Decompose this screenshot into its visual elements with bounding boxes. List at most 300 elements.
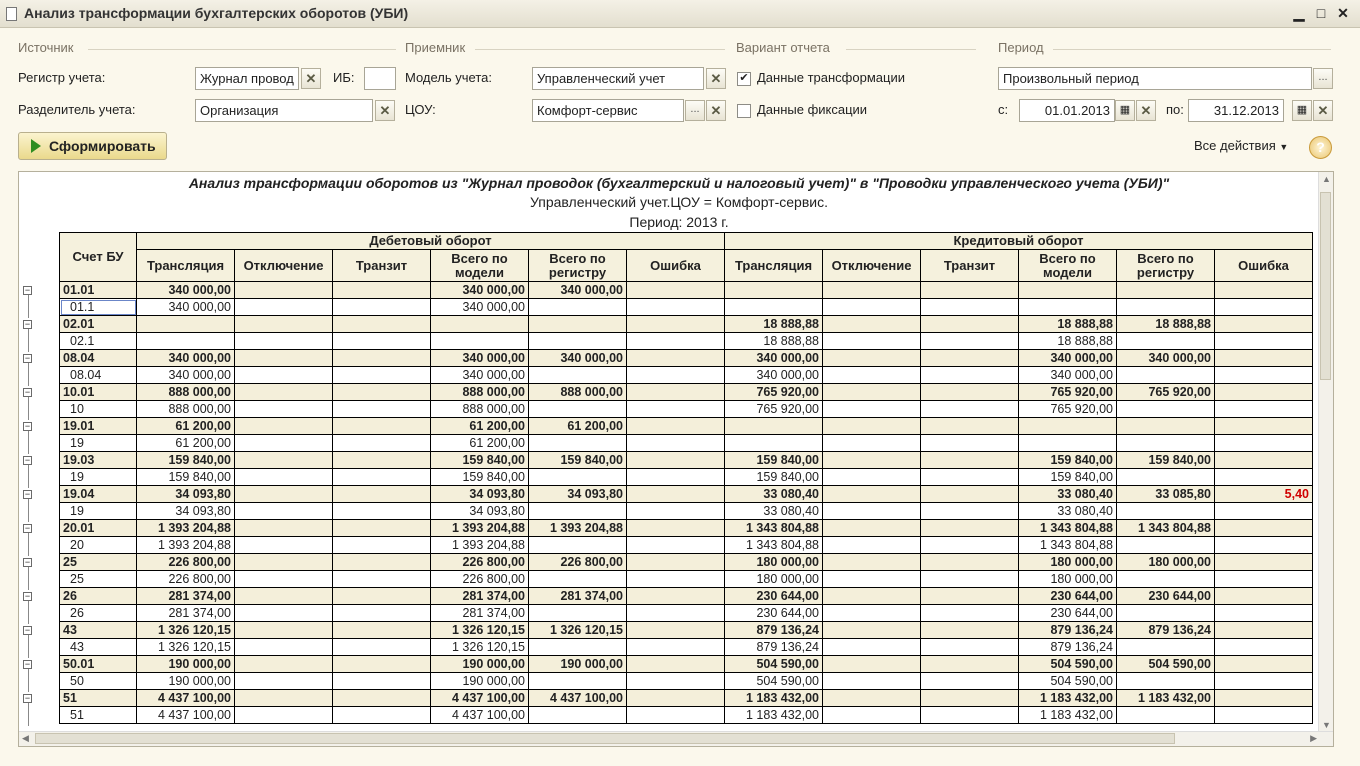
credit-cell[interactable]: 340 000,00 [1117,350,1215,367]
from-calendar-icon[interactable]: ▦ [1115,100,1135,121]
debit-cell[interactable]: 340 000,00 [137,282,235,299]
debit-cell[interactable] [627,605,725,622]
credit-cell[interactable] [921,520,1019,537]
model-clear-button[interactable]: ✕ [706,68,726,89]
credit-cell[interactable] [1215,418,1313,435]
credit-cell[interactable]: 33 085,80 [1117,486,1215,503]
vertical-scrollbar[interactable] [1318,172,1333,732]
debit-cell[interactable] [333,537,431,554]
credit-cell[interactable]: 504 590,00 [725,673,823,690]
debit-cell[interactable] [627,673,725,690]
detail-row[interactable] [60,469,1313,486]
scroll-right-icon[interactable]: ▶ [1310,733,1317,743]
credit-cell[interactable] [921,367,1019,384]
credit-cell[interactable] [1215,367,1313,384]
account-cell[interactable]: 19.01 [60,418,137,435]
debit-cell[interactable]: 34 093,80 [137,486,235,503]
credit-cell[interactable] [823,367,921,384]
separator-clear-button[interactable]: ✕ [375,100,395,121]
debit-cell[interactable]: 888 000,00 [137,401,235,418]
credit-cell[interactable] [1215,554,1313,571]
debit-cell[interactable] [235,401,333,418]
credit-cell[interactable]: 33 080,40 [1019,503,1117,520]
credit-cell[interactable]: 180 000,00 [1019,554,1117,571]
minimize-button[interactable]: ▁ [1293,5,1305,21]
group-row[interactable] [60,588,1313,605]
account-cell[interactable]: 19.04 [60,486,137,503]
ib-field[interactable] [364,67,396,90]
credit-cell[interactable]: 159 840,00 [725,469,823,486]
credit-cell[interactable]: 180 000,00 [725,554,823,571]
credit-cell[interactable] [1215,333,1313,350]
debit-cell[interactable] [529,537,627,554]
register-field[interactable]: Журнал провод [195,67,299,90]
credit-cell[interactable] [921,401,1019,418]
debit-cell[interactable] [235,690,333,707]
debit-cell[interactable] [333,469,431,486]
cou-clear-button[interactable]: ✕ [706,100,726,121]
credit-cell[interactable] [1215,435,1313,452]
detail-row[interactable] [60,435,1313,452]
credit-cell[interactable] [921,435,1019,452]
credit-cell[interactable] [921,469,1019,486]
period-field[interactable]: Произвольный период [998,67,1312,90]
from-date-field[interactable]: 01.01.2013 [1019,99,1115,122]
credit-cell[interactable] [921,588,1019,605]
credit-cell[interactable] [921,639,1019,656]
debit-cell[interactable] [333,520,431,537]
account-cell[interactable]: 43 [60,622,137,639]
debit-cell[interactable] [333,622,431,639]
debit-cell[interactable] [235,554,333,571]
from-clear-button[interactable]: ✕ [1136,100,1156,121]
credit-cell[interactable] [1117,503,1215,520]
debit-cell[interactable]: 4 437 100,00 [431,707,529,724]
credit-cell[interactable] [1117,605,1215,622]
horizontal-scroll-thumb[interactable] [35,733,1175,744]
credit-cell[interactable] [921,333,1019,350]
credit-cell[interactable] [1117,333,1215,350]
credit-cell[interactable]: 180 000,00 [1019,571,1117,588]
debit-cell[interactable] [627,350,725,367]
credit-cell[interactable]: 340 000,00 [725,350,823,367]
credit-cell[interactable] [1215,469,1313,486]
credit-cell[interactable] [1117,707,1215,724]
debit-cell[interactable]: 1 393 204,88 [137,520,235,537]
account-cell[interactable]: 43 [60,639,137,656]
debit-cell[interactable] [627,639,725,656]
collapse-icon[interactable]: − [24,421,31,431]
group-row[interactable] [60,282,1313,299]
account-cell[interactable]: 51 [60,690,137,707]
debit-cell[interactable]: 281 374,00 [431,588,529,605]
credit-cell[interactable]: 765 920,00 [725,384,823,401]
detail-row[interactable] [60,503,1313,520]
debit-cell[interactable] [333,418,431,435]
debit-cell[interactable]: 340 000,00 [137,350,235,367]
to-calendar-icon[interactable]: ▦ [1292,100,1312,121]
debit-cell[interactable]: 340 000,00 [431,299,529,316]
credit-cell[interactable] [823,401,921,418]
debit-cell[interactable] [235,605,333,622]
credit-cell[interactable]: 230 644,00 [1019,588,1117,605]
debit-cell[interactable]: 190 000,00 [431,656,529,673]
debit-cell[interactable] [627,316,725,333]
debit-cell[interactable]: 888 000,00 [431,401,529,418]
credit-cell[interactable] [823,520,921,537]
debit-cell[interactable] [627,401,725,418]
cou-field[interactable]: Комфорт-сервис [532,99,684,122]
credit-cell[interactable] [921,673,1019,690]
debit-cell[interactable] [627,418,725,435]
detail-row[interactable] [60,367,1313,384]
credit-cell[interactable] [1117,418,1215,435]
debit-cell[interactable]: 1 393 204,88 [529,520,627,537]
group-row[interactable] [60,452,1313,469]
debit-cell[interactable] [627,282,725,299]
debit-cell[interactable] [627,503,725,520]
detail-row[interactable] [60,571,1313,588]
credit-cell[interactable] [1215,673,1313,690]
account-cell[interactable]: 01.1 [60,299,137,316]
credit-cell[interactable]: 879 136,24 [1019,639,1117,656]
debit-cell[interactable] [529,299,627,316]
credit-cell[interactable] [921,384,1019,401]
debit-cell[interactable] [333,554,431,571]
maximize-button[interactable]: □ [1316,5,1326,21]
credit-cell[interactable]: 504 590,00 [1019,673,1117,690]
debit-cell[interactable] [235,639,333,656]
credit-cell[interactable] [823,537,921,554]
credit-cell[interactable] [921,503,1019,520]
credit-cell[interactable]: 765 920,00 [1117,384,1215,401]
credit-cell[interactable]: 159 840,00 [725,452,823,469]
credit-cell[interactable] [823,350,921,367]
debit-cell[interactable] [529,401,627,418]
debit-cell[interactable] [529,707,627,724]
debit-cell[interactable]: 4 437 100,00 [431,690,529,707]
credit-cell[interactable]: 504 590,00 [1117,656,1215,673]
separator-field[interactable]: Организация [195,99,373,122]
account-cell[interactable]: 01.01 [60,282,137,299]
debit-cell[interactable]: 340 000,00 [137,299,235,316]
credit-cell[interactable] [921,316,1019,333]
collapse-icon[interactable]: − [24,625,31,635]
credit-cell[interactable]: 230 644,00 [725,605,823,622]
scroll-down-icon[interactable]: ▼ [1322,720,1331,730]
collapse-icon[interactable]: − [24,387,31,397]
credit-cell[interactable] [1215,350,1313,367]
credit-cell[interactable]: 1 343 804,88 [1117,520,1215,537]
credit-cell[interactable] [1215,503,1313,520]
debit-cell[interactable]: 159 840,00 [529,452,627,469]
debit-cell[interactable] [333,350,431,367]
debit-cell[interactable] [235,588,333,605]
account-cell[interactable]: 08.04 [60,367,137,384]
debit-cell[interactable] [235,707,333,724]
account-cell[interactable]: 20 [60,537,137,554]
credit-cell[interactable] [1019,418,1117,435]
generate-button[interactable] [18,132,167,160]
help-button[interactable]: ? [1309,136,1332,159]
debit-cell[interactable] [431,333,529,350]
credit-cell[interactable]: 340 000,00 [725,367,823,384]
credit-cell[interactable]: 18 888,88 [1117,316,1215,333]
credit-cell[interactable] [823,673,921,690]
credit-cell[interactable]: 18 888,88 [1019,333,1117,350]
debit-cell[interactable]: 34 093,80 [529,486,627,503]
account-cell[interactable]: 10.01 [60,384,137,401]
debit-cell[interactable]: 1 326 120,15 [431,622,529,639]
credit-cell[interactable] [1117,435,1215,452]
account-cell[interactable]: 19 [60,435,137,452]
credit-cell[interactable] [1117,571,1215,588]
credit-cell[interactable] [823,333,921,350]
debit-cell[interactable] [529,316,627,333]
account-cell[interactable]: 08.04 [60,350,137,367]
detail-row[interactable] [60,605,1313,622]
debit-cell[interactable]: 159 840,00 [137,452,235,469]
credit-cell[interactable]: 1 343 804,88 [1019,520,1117,537]
debit-cell[interactable] [529,605,627,622]
debit-cell[interactable] [627,554,725,571]
debit-cell[interactable] [627,622,725,639]
credit-cell[interactable] [823,588,921,605]
account-cell[interactable]: 02.01 [60,316,137,333]
debit-cell[interactable] [529,639,627,656]
debit-cell[interactable] [333,401,431,418]
group-row[interactable] [60,690,1313,707]
credit-cell[interactable] [1215,690,1313,707]
credit-cell[interactable]: 1 183 432,00 [725,690,823,707]
credit-cell[interactable] [1215,401,1313,418]
transform-checkbox[interactable]: ✔ [737,72,751,86]
debit-cell[interactable] [235,418,333,435]
credit-cell[interactable]: 33 080,40 [725,503,823,520]
credit-cell[interactable] [1215,537,1313,554]
credit-cell[interactable] [1117,401,1215,418]
detail-row[interactable] [60,333,1313,350]
report-area[interactable] [18,171,1334,747]
debit-cell[interactable]: 281 374,00 [431,605,529,622]
credit-cell[interactable]: 765 920,00 [725,401,823,418]
credit-cell[interactable] [823,282,921,299]
debit-cell[interactable]: 1 393 204,88 [431,520,529,537]
debit-cell[interactable] [529,503,627,520]
debit-cell[interactable] [333,707,431,724]
register-clear-button[interactable]: ✕ [301,68,321,89]
debit-cell[interactable] [235,367,333,384]
debit-cell[interactable]: 4 437 100,00 [529,690,627,707]
horizontal-scrollbar[interactable] [19,731,1334,746]
credit-cell[interactable]: 879 136,24 [725,622,823,639]
credit-cell[interactable] [725,282,823,299]
debit-cell[interactable] [529,367,627,384]
debit-cell[interactable] [235,435,333,452]
credit-cell[interactable] [823,469,921,486]
debit-cell[interactable]: 226 800,00 [137,571,235,588]
credit-cell[interactable] [1117,469,1215,486]
credit-cell[interactable]: 5,40 [1215,486,1313,503]
debit-cell[interactable] [529,673,627,690]
credit-cell[interactable]: 159 840,00 [1019,469,1117,486]
debit-cell[interactable]: 34 093,80 [137,503,235,520]
credit-cell[interactable] [921,350,1019,367]
debit-cell[interactable] [333,282,431,299]
credit-cell[interactable] [921,486,1019,503]
credit-cell[interactable] [1019,282,1117,299]
account-cell[interactable]: 25 [60,554,137,571]
credit-cell[interactable] [1215,571,1313,588]
group-row[interactable] [60,554,1313,571]
credit-cell[interactable] [725,435,823,452]
credit-cell[interactable] [1019,299,1117,316]
detail-row[interactable] [60,401,1313,418]
credit-cell[interactable] [921,605,1019,622]
debit-cell[interactable] [627,520,725,537]
credit-cell[interactable] [1215,588,1313,605]
to-clear-button[interactable]: ✕ [1313,100,1333,121]
fix-checkbox[interactable] [737,104,751,118]
collapse-icon[interactable]: − [24,455,31,465]
debit-cell[interactable]: 1 326 120,15 [137,622,235,639]
debit-cell[interactable]: 340 000,00 [431,367,529,384]
debit-cell[interactable] [235,282,333,299]
credit-cell[interactable]: 765 920,00 [1019,384,1117,401]
debit-cell[interactable]: 281 374,00 [137,588,235,605]
debit-cell[interactable]: 34 093,80 [431,503,529,520]
debit-cell[interactable] [333,452,431,469]
debit-cell[interactable] [235,469,333,486]
debit-cell[interactable] [333,384,431,401]
credit-cell[interactable] [1215,656,1313,673]
collapse-icon[interactable]: − [24,693,31,703]
credit-cell[interactable]: 18 888,88 [725,316,823,333]
debit-cell[interactable]: 4 437 100,00 [137,690,235,707]
debit-cell[interactable] [627,333,725,350]
debit-cell[interactable] [235,673,333,690]
debit-cell[interactable]: 340 000,00 [529,282,627,299]
debit-cell[interactable] [333,367,431,384]
debit-cell[interactable] [333,486,431,503]
collapse-icon[interactable]: − [24,285,31,295]
credit-cell[interactable]: 159 840,00 [1117,452,1215,469]
account-cell[interactable]: 25 [60,571,137,588]
collapse-icon[interactable]: − [24,523,31,533]
account-cell[interactable]: 26 [60,588,137,605]
debit-cell[interactable] [627,299,725,316]
debit-cell[interactable] [627,486,725,503]
account-cell[interactable]: 50 [60,673,137,690]
debit-cell[interactable] [235,350,333,367]
credit-cell[interactable]: 340 000,00 [1019,350,1117,367]
credit-cell[interactable]: 33 080,40 [725,486,823,503]
cou-select-button[interactable]: ... [685,100,705,121]
credit-cell[interactable]: 1 343 804,88 [1019,537,1117,554]
credit-cell[interactable] [823,503,921,520]
debit-cell[interactable] [333,503,431,520]
credit-cell[interactable] [921,282,1019,299]
debit-cell[interactable] [529,469,627,486]
debit-cell[interactable]: 281 374,00 [529,588,627,605]
debit-cell[interactable]: 159 840,00 [431,469,529,486]
credit-cell[interactable] [921,707,1019,724]
credit-cell[interactable] [1117,673,1215,690]
debit-cell[interactable]: 61 200,00 [137,418,235,435]
account-cell[interactable]: 50.01 [60,656,137,673]
credit-cell[interactable] [1117,537,1215,554]
group-row[interactable] [60,656,1313,673]
credit-cell[interactable] [725,299,823,316]
scroll-up-icon[interactable]: ▲ [1322,174,1331,184]
debit-cell[interactable]: 226 800,00 [431,554,529,571]
debit-cell[interactable]: 159 840,00 [137,469,235,486]
debit-cell[interactable]: 226 800,00 [529,554,627,571]
account-cell[interactable]: 51 [60,707,137,724]
debit-cell[interactable] [333,316,431,333]
credit-cell[interactable]: 1 183 432,00 [725,707,823,724]
credit-cell[interactable] [823,384,921,401]
debit-cell[interactable]: 1 393 204,88 [137,537,235,554]
debit-cell[interactable]: 4 437 100,00 [137,707,235,724]
debit-cell[interactable]: 340 000,00 [137,367,235,384]
credit-cell[interactable]: 33 080,40 [1019,486,1117,503]
credit-cell[interactable] [823,639,921,656]
credit-cell[interactable]: 18 888,88 [1019,316,1117,333]
all-actions-menu[interactable] [1194,138,1288,153]
account-cell[interactable]: 19.03 [60,452,137,469]
debit-cell[interactable]: 1 326 120,15 [431,639,529,656]
account-cell[interactable]: 26 [60,605,137,622]
debit-cell[interactable]: 159 840,00 [431,452,529,469]
debit-cell[interactable]: 340 000,00 [529,350,627,367]
credit-cell[interactable] [1215,639,1313,656]
debit-cell[interactable]: 190 000,00 [431,673,529,690]
debit-cell[interactable] [333,588,431,605]
credit-cell[interactable] [1215,605,1313,622]
credit-cell[interactable]: 340 000,00 [1019,367,1117,384]
account-cell[interactable]: 10 [60,401,137,418]
debit-cell[interactable] [333,333,431,350]
debit-cell[interactable] [627,690,725,707]
credit-cell[interactable] [1215,299,1313,316]
credit-cell[interactable] [823,435,921,452]
debit-cell[interactable]: 888 000,00 [137,384,235,401]
credit-cell[interactable] [1215,316,1313,333]
debit-cell[interactable] [627,537,725,554]
credit-cell[interactable] [823,690,921,707]
debit-cell[interactable]: 226 800,00 [431,571,529,588]
credit-cell[interactable] [725,418,823,435]
credit-cell[interactable] [823,316,921,333]
debit-cell[interactable] [235,384,333,401]
detail-row[interactable] [60,299,1313,316]
debit-cell[interactable] [529,571,627,588]
debit-cell[interactable] [333,605,431,622]
credit-cell[interactable]: 159 840,00 [1019,452,1117,469]
debit-cell[interactable] [137,333,235,350]
credit-cell[interactable] [823,299,921,316]
group-row[interactable] [60,418,1313,435]
debit-cell[interactable]: 340 000,00 [431,282,529,299]
to-date-field[interactable]: 31.12.2013 [1188,99,1284,122]
debit-cell[interactable] [235,316,333,333]
model-field[interactable]: Управленческий учет [532,67,704,90]
account-cell[interactable]: 19 [60,469,137,486]
debit-cell[interactable] [137,316,235,333]
credit-cell[interactable] [921,690,1019,707]
collapse-icon[interactable]: − [24,489,31,499]
